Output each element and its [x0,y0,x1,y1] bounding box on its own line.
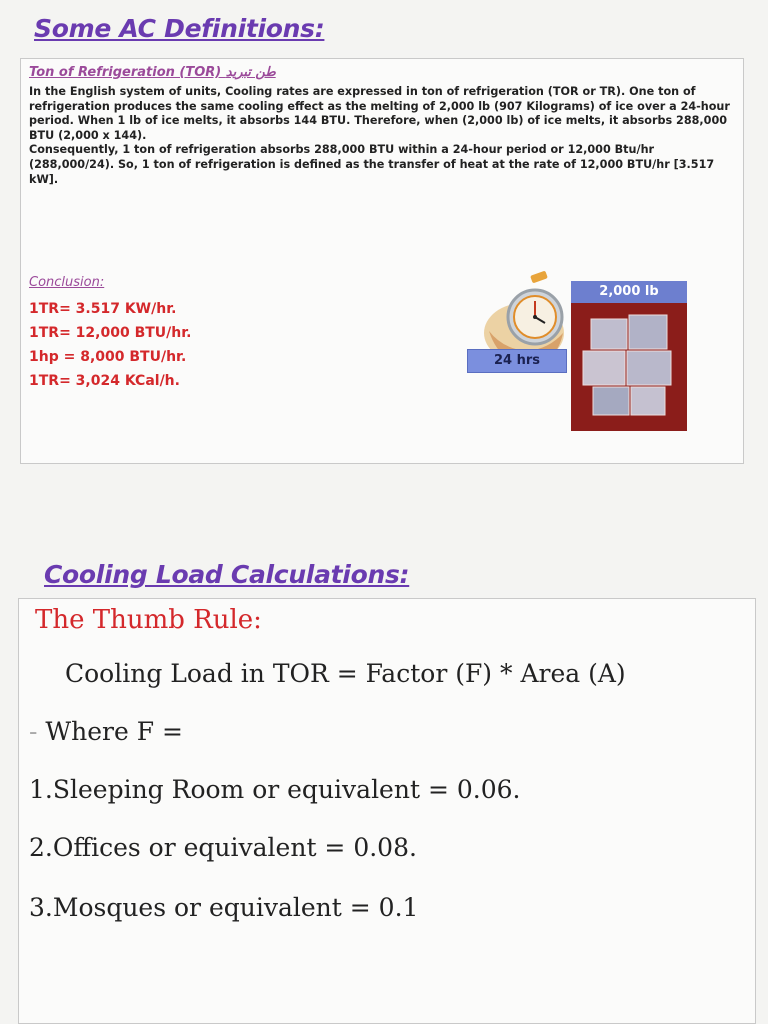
section-heading-cooling-load: Cooling Load Calculations: [44,560,410,589]
tor-paragraph: In the English system of units, Cooling rates are expressed in ton of refrigeration (TOR or TR). One ton of refrigeration produces the same cooling effect as the melting of 2,000 lb (907 Kilograms) of ice over a 24-hour period. When 1 lb of ice melts, it absorbs 144 BTU. Therefore, when (2,000 lb) of ice melts, it absorbs 288,000 BTU (2,000 x 144). [29,85,730,142]
where-dash: - [29,717,38,746]
thumb-rule-title: The Thumb Rule: [35,605,262,635]
clock-time-label: 24 hrs [467,349,567,373]
where-label: Where F = [45,717,183,746]
section-heading-ac-definitions: Some AC Definitions: [34,14,325,43]
conclusion-title: Conclusion: [29,275,105,290]
ice-blocks-icon [571,281,687,431]
conclusion-item: 1TR= 12,000 BTU/hr. [29,325,192,341]
where-line [29,717,183,746]
cooling-load-formula: Cooling Load in TOR = Factor (F) * Area (A) [65,659,626,688]
ac-definitions-panel [20,58,744,464]
factor-item-mosques: 3.Mosques or equivalent = 0.1 [29,893,419,922]
tor-title: Ton of Refrigeration (TOR) طن تبريد [29,65,276,80]
tor-description [29,85,735,187]
factor-item-sleeping: 1.Sleeping Room or equivalent = 0.06. [29,775,521,804]
conclusion-list [29,297,191,393]
ice-weight-label: 2,000 lb [571,281,687,303]
factor-item-offices: 2.Offices or equivalent = 0.08. [29,833,417,862]
cooling-load-panel [18,598,756,1024]
conclusion-item: 1TR= 3,024 KCal/h. [29,373,180,389]
conclusion-item: 1hp = 8,000 BTU/hr. [29,349,187,365]
tor-paragraph: Consequently, 1 ton of refrigeration absorbs 288,000 BTU within a 24-hour period or 12,000 Btu/hr (288,000/24). So, 1 ton of refrigeration is defined as the transfer of heat at the rate of 12,000 BTU/hr [3.517 kW]. [29,143,715,186]
conclusion-item: 1TR= 3.517 KW/hr. [29,301,177,317]
